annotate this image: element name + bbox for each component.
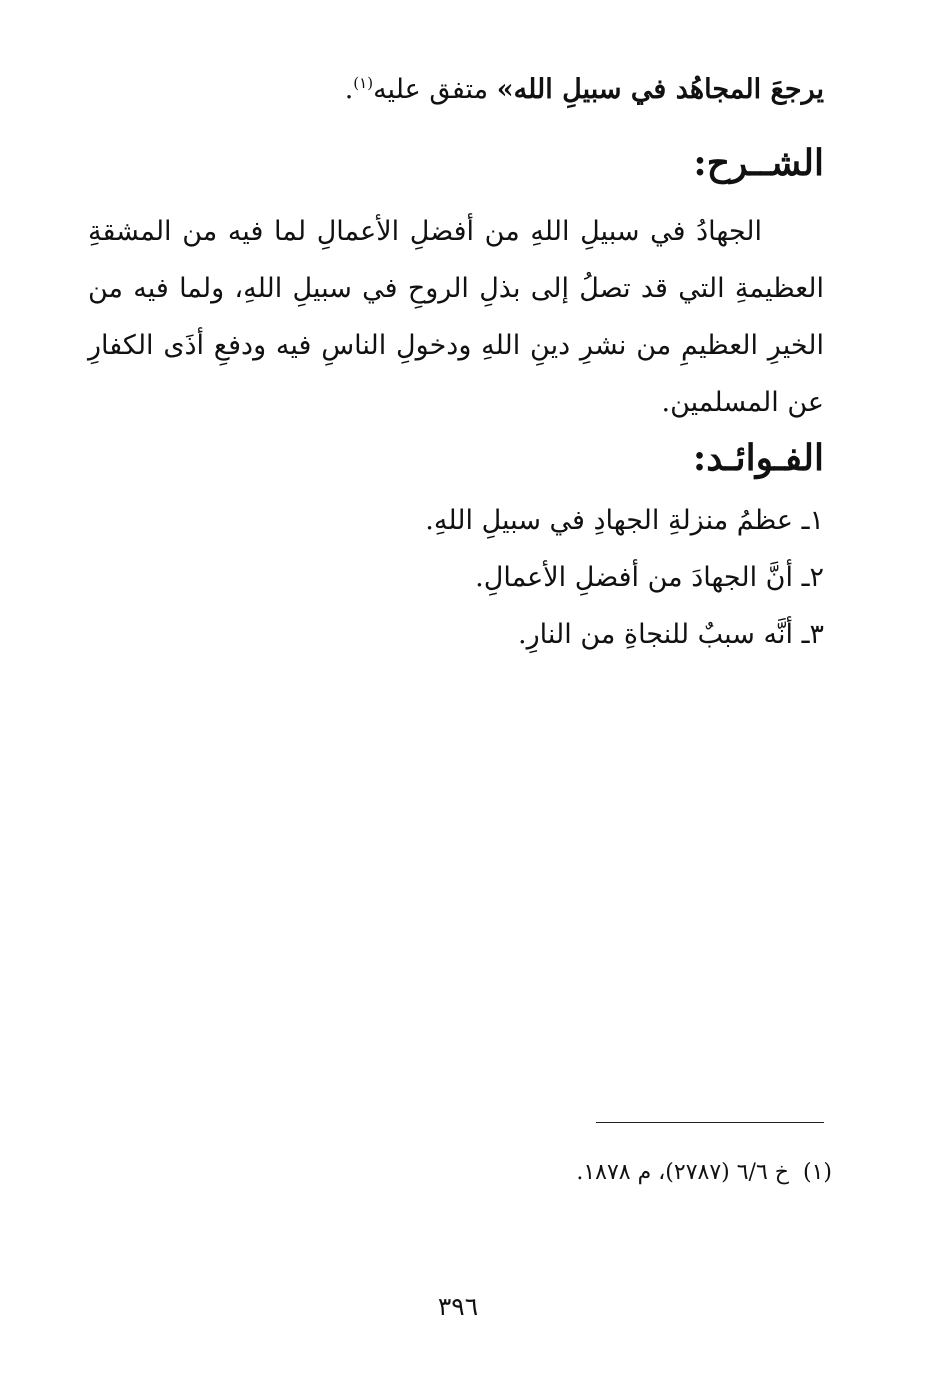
fawaid-item: ٢ـ أنَّ الجهادَ من أفضلِ الأعمالِ. bbox=[475, 562, 824, 593]
footnote-text: خ ٦/٦ (٢٧٨٧)، م ١٨٧٨. bbox=[576, 1160, 789, 1185]
fawaid-heading: الفـوائـد: bbox=[692, 437, 824, 479]
fawaid-item: ١ـ عظمُ منزلةِ الجهادِ في سبيلِ اللهِ. bbox=[425, 505, 824, 536]
hadith-source-note: متفق عليه bbox=[373, 74, 489, 105]
footnote bbox=[92, 1156, 832, 1190]
sharh-paragraph: الجهادُ في سبيلِ اللهِ من أفضلِ الأعمالِ لما فيه من المشقةِ العظيمةِ التي قد تصلُ إلى بذلِ الروحِ في سبيلِ اللهِ، ولما فيه من الخيرِ العظيمِ من نشرِ دينِ اللهِ ودخولِ الناسِ فيه ودفعِ أذَى الكفارِ عن المسلمين. bbox=[88, 216, 824, 418]
hadith-closing-line bbox=[84, 70, 824, 110]
footnote-divider bbox=[596, 1122, 824, 1123]
fawaid-list bbox=[88, 492, 824, 663]
footnote-marker: (١) bbox=[353, 74, 374, 92]
fawaid-item: ٣ـ أنَّه سببٌ للنجاةِ من النارِ. bbox=[518, 619, 824, 650]
sharh-heading: الشــرح: bbox=[693, 142, 824, 184]
hadith-end-punctuation: . bbox=[344, 74, 354, 105]
hadith-closing-text: يرجعَ المجاهُد في سبيلِ الله» bbox=[496, 74, 824, 105]
footnote-number: (١) bbox=[802, 1160, 832, 1185]
page-number: ٣٩٦ bbox=[437, 1292, 479, 1321]
